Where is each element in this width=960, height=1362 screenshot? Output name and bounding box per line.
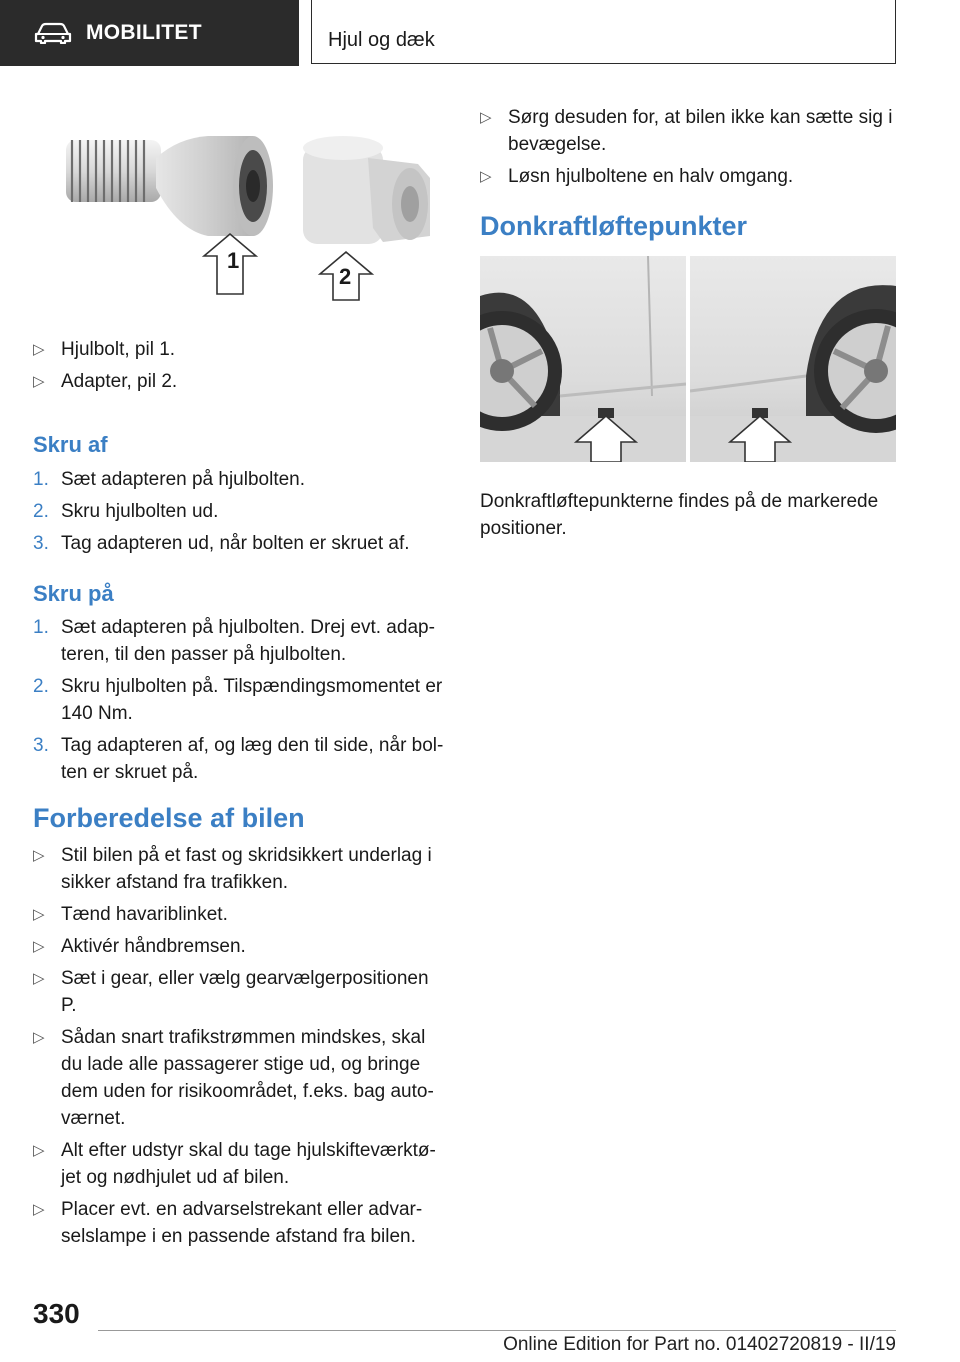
list-item: ▷ Løsn hjulboltene en halv omgang. <box>480 163 896 190</box>
heading-screw-off: Skru af <box>33 432 108 457</box>
car-icon <box>34 22 72 44</box>
list-item: ▷ Stil bilen på et fast og skridsikkert underlag i sikker afstand fra trafikken. <box>33 842 448 896</box>
wheel-bolt-figure <box>58 118 438 306</box>
page-header <box>0 0 960 66</box>
list-item: ▷ Alt efter udstyr skal du tage hjulskifteværktøjet og nødhjulet ud af bilen. <box>33 1137 448 1191</box>
right-bullets <box>480 104 896 195</box>
bullet-triangle-icon: ▷ <box>33 938 45 955</box>
chapter-title-box <box>311 0 896 64</box>
bullet-triangle-icon: ▷ <box>480 168 492 185</box>
list-item: 2. Skru hjulbolten på. Tilspændingsmomentet er 140 Nm. <box>33 676 443 724</box>
edition-note: Online Edition for Part no. 01402720819 - II/19 <box>503 1334 896 1355</box>
jack-points-figure <box>480 256 896 462</box>
bullet-triangle-icon: ▷ <box>33 1142 45 1159</box>
section-tab <box>0 0 299 66</box>
list-item: 1. Sæt adapteren på hjulbolten. Drej evt. adapteren, til den passer på hjulbolten. <box>33 617 435 665</box>
bullet-triangle-icon: ▷ <box>33 906 45 923</box>
list-item: 2. Skru hjulbolten ud. <box>33 501 219 522</box>
list-item: ▷ Hjulbolt, pil 1. <box>33 336 448 363</box>
list-item: ▷ Tænd havariblinket. <box>33 901 448 928</box>
footer-divider <box>98 1330 896 1331</box>
arrow-2 <box>320 252 372 300</box>
arrow-1-label: 1 <box>227 248 240 273</box>
bullet-triangle-icon: ▷ <box>33 847 45 864</box>
list-item: ▷ Sådan snart trafikstrømmen mindskes, skal du lade alle passagerer stige ud, og bringe dem uden for risikoområdet, f.eks. bag autoværnet. <box>33 1024 448 1132</box>
list-item: 3. Tag adapteren ud, når bolten er skruet af. <box>33 533 410 554</box>
screw-on-steps <box>33 614 448 791</box>
list-item: 1. Sæt adapteren på hjulbolten. <box>33 469 306 490</box>
chapter-title: Hjul og dæk <box>328 29 435 51</box>
screw-off-steps <box>33 466 448 562</box>
heading-screw-on: Skru på <box>33 581 114 606</box>
arrow-1 <box>204 234 256 294</box>
heading-preparation: Forberedelse af bilen <box>33 803 305 833</box>
list-item: ▷ Sørg desuden for, at bilen ikke kan sætte sig i bevægelse. <box>480 104 896 158</box>
list-item: 3. Tag adapteren af, og læg den til side, når bolten er skruet på. <box>33 735 444 783</box>
heading-jack-points: Donkraftløftepunkter <box>480 211 748 241</box>
bullet-triangle-icon: ▷ <box>33 970 45 987</box>
arrow-2-label: 2 <box>339 264 352 289</box>
bolt-threads <box>66 140 161 202</box>
section-label: MOBILITET <box>86 21 202 44</box>
preparation-list <box>33 842 448 1255</box>
bullet-triangle-icon: ▷ <box>33 1201 45 1218</box>
adapter <box>303 136 430 244</box>
bullet-triangle-icon: ▷ <box>33 341 45 358</box>
bullet-triangle-icon: ▷ <box>480 109 492 126</box>
list-item: ▷ Sæt i gear, eller vælg gearvælgerpositionen P. <box>33 965 448 1019</box>
list-item: ▷ Adapter, pil 2. <box>33 368 448 395</box>
bullet-triangle-icon: ▷ <box>33 373 45 390</box>
bullet-triangle-icon: ▷ <box>33 1029 45 1046</box>
list-item: ▷ Aktivér håndbremsen. <box>33 933 448 960</box>
list-item: ▷ Placer evt. en advarselstrekant eller advarselslampe i en passende afstand fra bilen. <box>33 1196 448 1250</box>
page-number: 330 <box>33 1298 80 1329</box>
jack-points-caption: Donkraftløftepunkterne findes på de markerede positioner. <box>480 491 879 539</box>
figure-legend <box>33 336 448 400</box>
